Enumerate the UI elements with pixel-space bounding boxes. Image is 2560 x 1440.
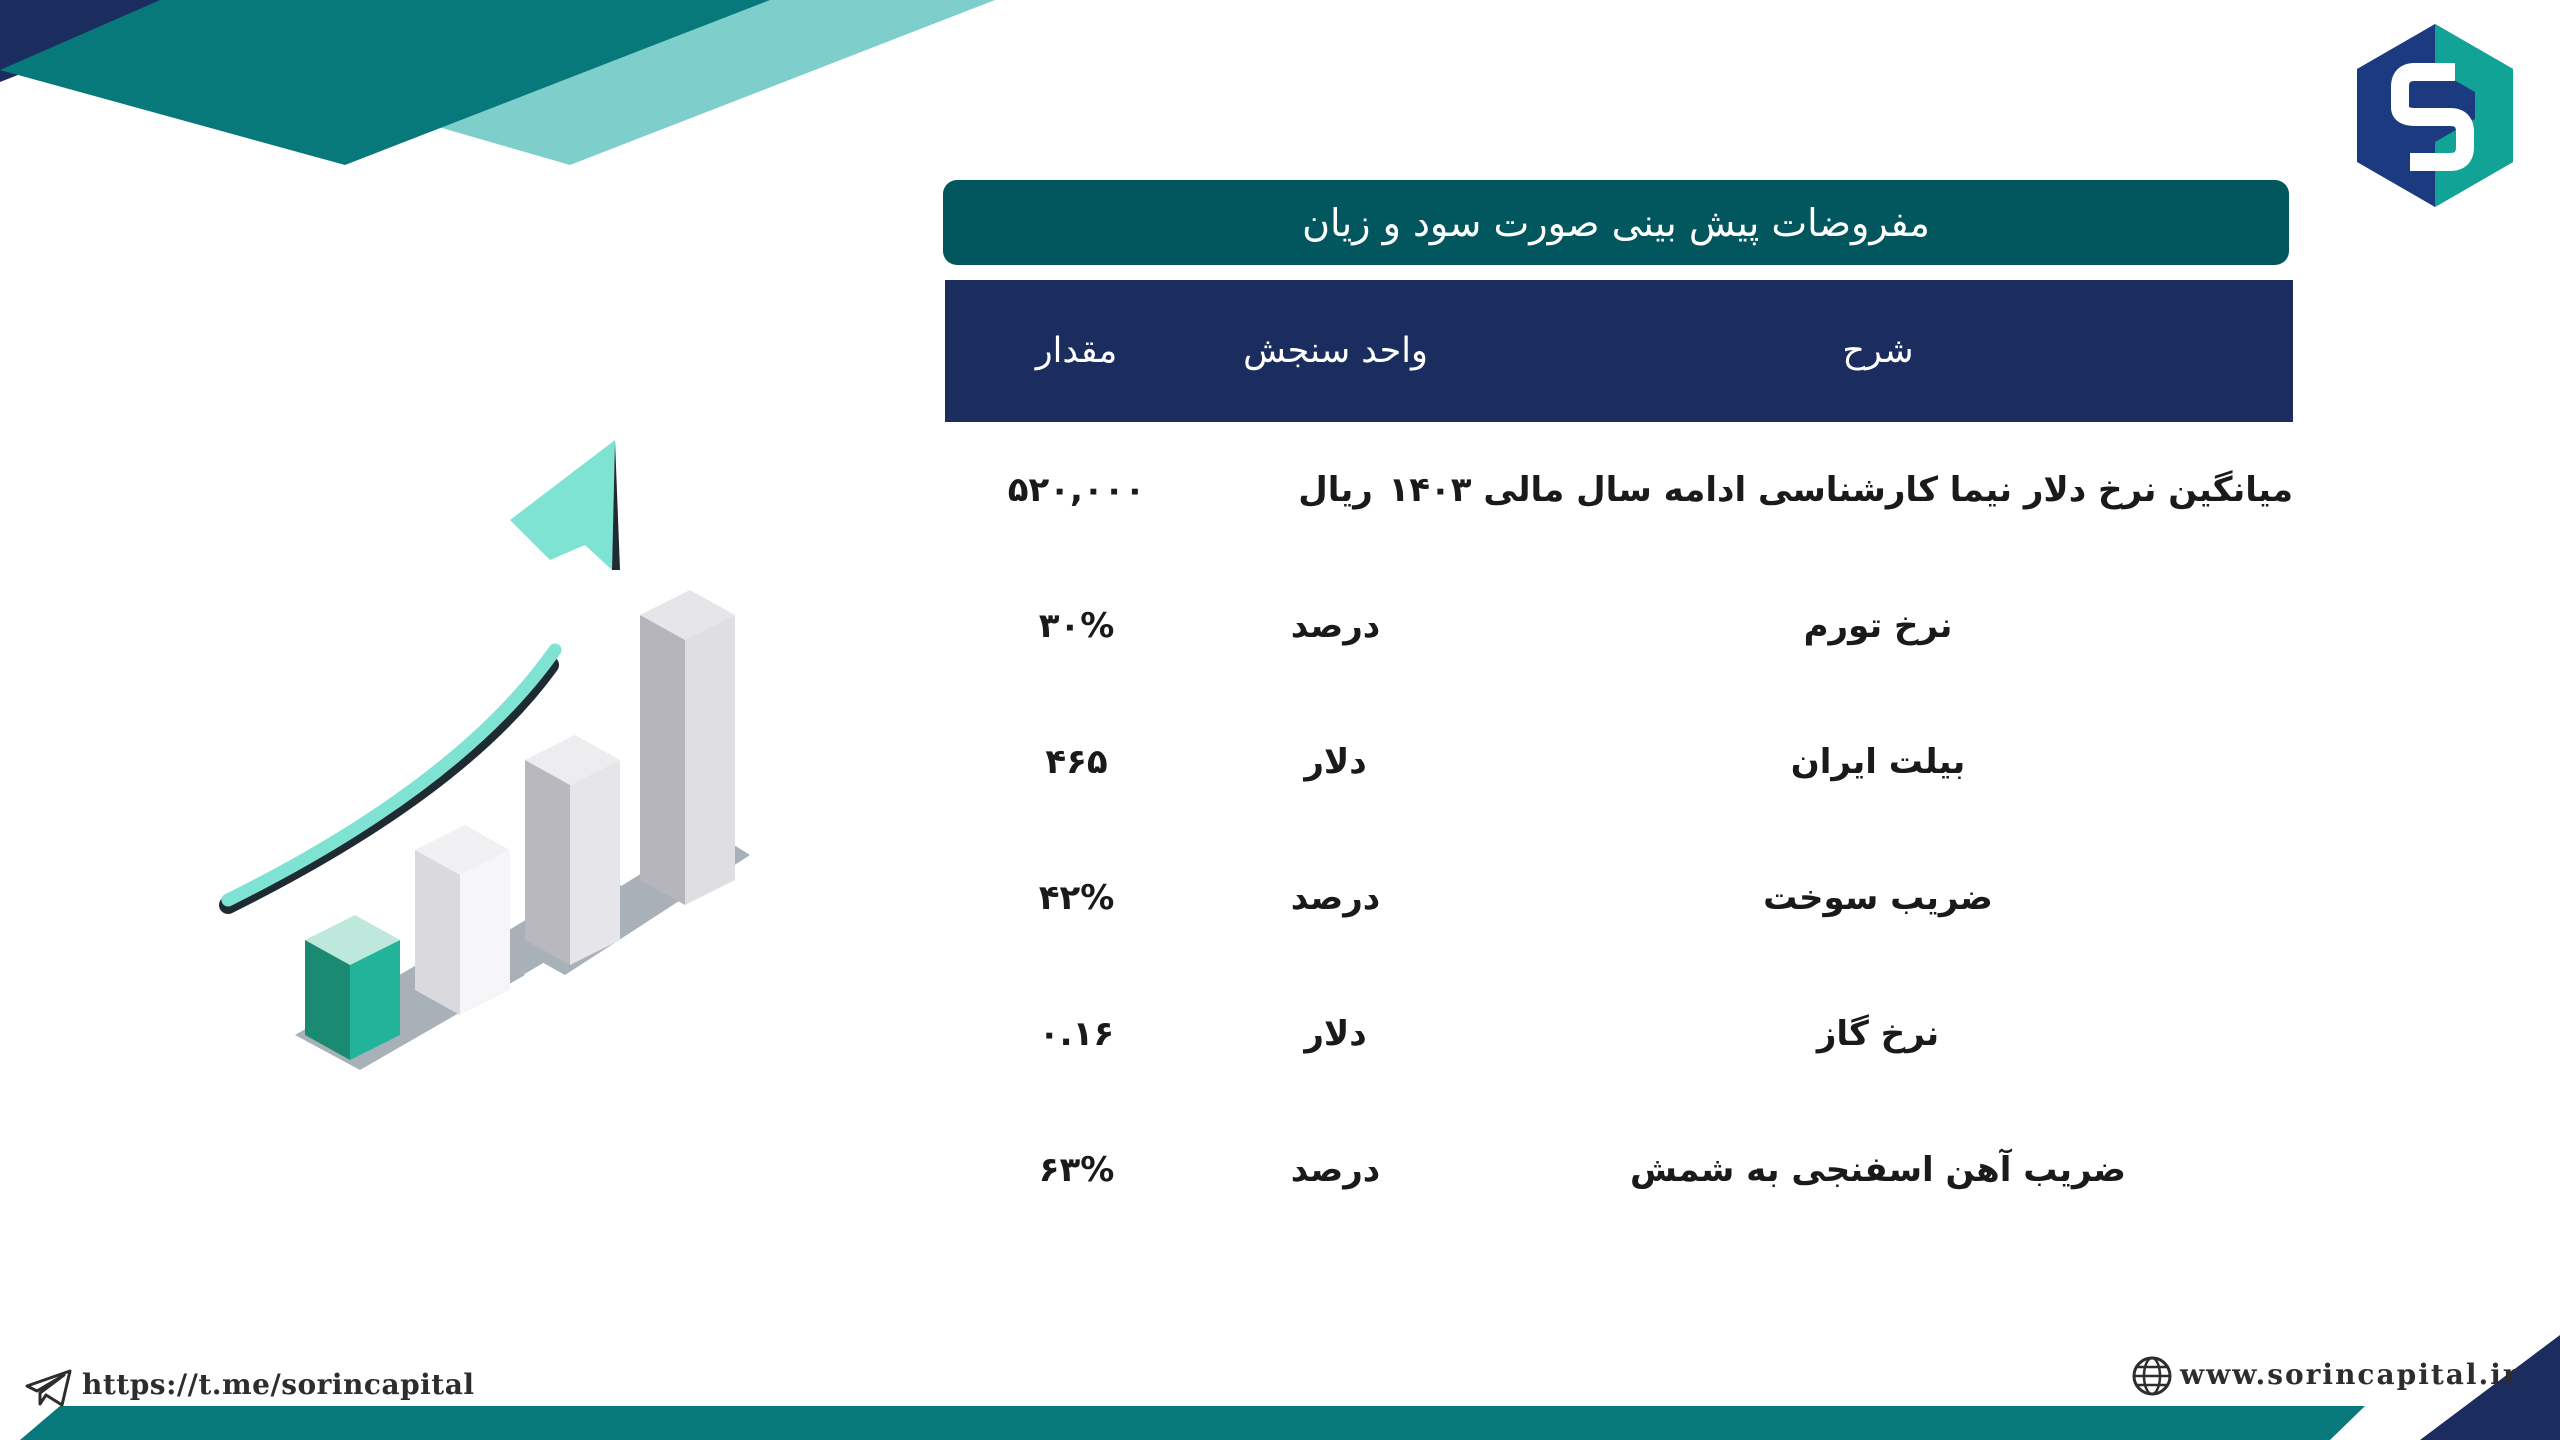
header-description: شرح	[1842, 331, 1914, 371]
telegram-link[interactable]: https://t.me/sorincapital	[82, 1368, 475, 1401]
cell-description: نرخ گاز	[1816, 1014, 1940, 1054]
cell-value: ۴۲%	[1038, 878, 1115, 918]
cell-unit: درصد	[1290, 1150, 1381, 1190]
cell-value: ۶۳%	[1038, 1150, 1115, 1190]
cell-unit: درصد	[1290, 606, 1381, 646]
globe-icon	[2131, 1355, 2173, 1397]
cell-value: ۰.۱۶	[1038, 1014, 1115, 1054]
cell-value: ۳۰%	[1038, 606, 1115, 646]
cell-value: ۴۶۵	[1045, 742, 1108, 782]
growth-chart-icon	[210, 430, 770, 1090]
table-row	[945, 422, 2293, 558]
slide-title: مفروضات پیش بینی صورت سود و زیان	[1302, 200, 1930, 245]
assumptions-table	[945, 280, 2293, 1238]
website-link[interactable]: www.sorincapital.ir	[2180, 1358, 2520, 1391]
cell-description: نرخ تورم	[1803, 606, 1953, 646]
cell-description: بیلت ایران	[1790, 742, 1966, 782]
sorin-logo-icon	[2355, 22, 2515, 212]
table-row	[945, 966, 2293, 1102]
table-row	[945, 830, 2293, 966]
table-row	[945, 694, 2293, 830]
cell-unit: درصد	[1290, 878, 1381, 918]
header-unit: واحد سنجش	[1243, 331, 1428, 371]
header-value: مقدار	[1035, 331, 1118, 371]
cell-unit: ریال	[1298, 470, 1373, 510]
table-row	[945, 1102, 2293, 1238]
cell-unit: دلار	[1304, 1014, 1367, 1054]
cell-value: ۵۲۰,۰۰۰	[1007, 470, 1146, 510]
table-header	[945, 280, 2293, 422]
cell-description: میانگین نرخ دلار نیما کارشناسی ادامه سال مالی ۱۴۰۳	[1388, 470, 2293, 510]
slide-title-bar	[943, 180, 2289, 265]
cell-description: ضریب آهن اسفنجی به شمش	[1630, 1150, 2126, 1190]
cell-description: ضریب سوخت	[1763, 878, 1993, 918]
table-row	[945, 558, 2293, 694]
telegram-icon	[24, 1368, 74, 1408]
cell-unit: دلار	[1304, 742, 1367, 782]
